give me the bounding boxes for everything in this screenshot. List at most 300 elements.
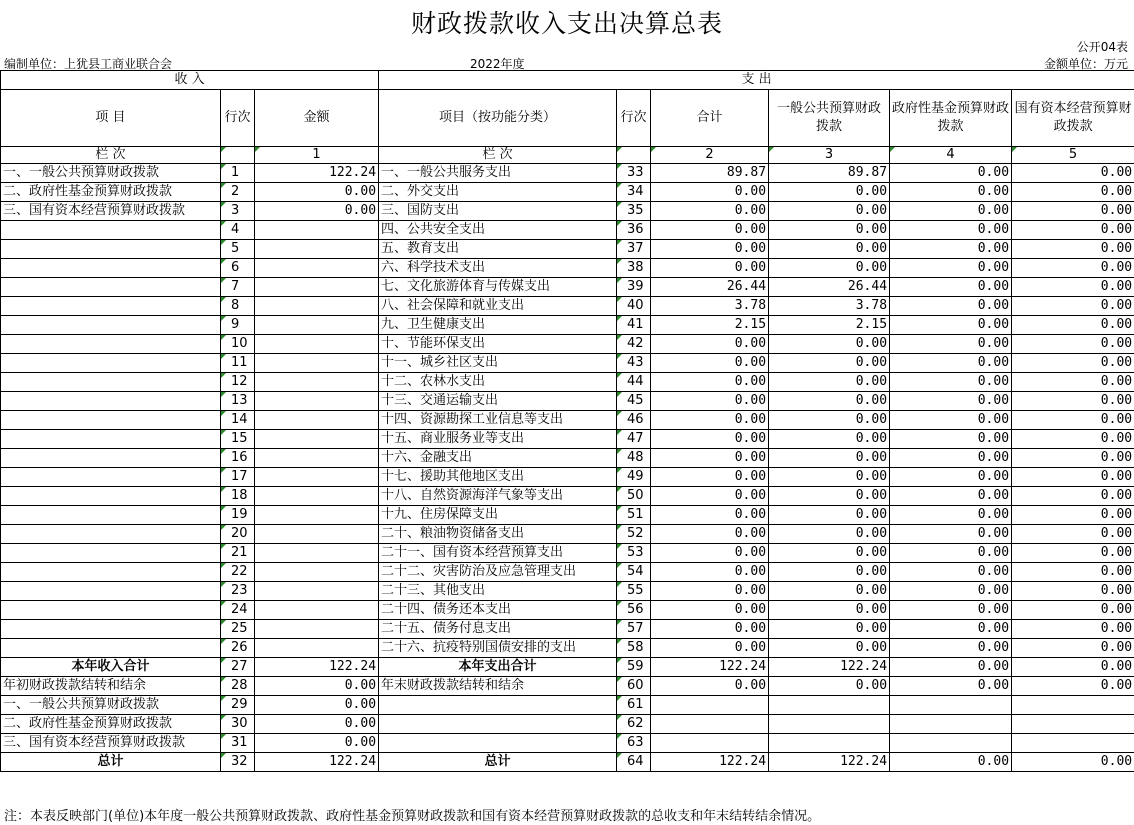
general-budget-cell: 0.00	[769, 259, 890, 278]
income-amount-cell: 0.00	[255, 715, 379, 734]
state-capital-cell: 0.00	[1012, 525, 1134, 544]
table-row	[1, 620, 1134, 639]
expense-item-cell: 十三、交通运输支出	[379, 392, 617, 411]
row-number-cell: 29	[221, 696, 255, 715]
table-row	[1, 297, 1134, 316]
general-budget-cell: 0.00	[769, 392, 890, 411]
state-capital-header: 国有资本经营预算财政拨款	[1012, 90, 1134, 147]
row-number-cell: 42	[617, 335, 651, 354]
total-amount-cell: 0.00	[651, 525, 769, 544]
summary-row	[1, 753, 1134, 772]
income-item-cell	[1, 392, 221, 411]
total-amount-cell: 0.00	[651, 392, 769, 411]
expense-item-cell: 十四、资源勘探工业信息等支出	[379, 411, 617, 430]
general-budget-cell: 26.44	[769, 278, 890, 297]
state-capital-cell	[1012, 715, 1134, 734]
report-title: 财政拨款收入支出决算总表	[410, 9, 723, 38]
row-number-cell: 20	[221, 525, 255, 544]
income-item-cell	[1, 544, 221, 563]
state-capital-cell: 0.00	[1012, 430, 1134, 449]
income-item-cell	[1, 240, 221, 259]
column-number: 1	[255, 147, 379, 164]
row-number-cell: 23	[221, 582, 255, 601]
row-number-cell: 9	[221, 316, 255, 335]
general-budget-header: 一般公共预算财政拨款	[769, 90, 890, 147]
state-capital-cell: 0.00	[1012, 392, 1134, 411]
gov-fund-cell: 0.00	[890, 658, 1012, 677]
total-amount-cell: 2.15	[651, 316, 769, 335]
total-amount-cell: 3.78	[651, 297, 769, 316]
income-amount-cell	[255, 392, 379, 411]
total-amount-cell: 0.00	[651, 677, 769, 696]
income-item-cell	[1, 563, 221, 582]
income-item-cell	[1, 411, 221, 430]
total-amount-cell	[651, 696, 769, 715]
gov-fund-cell: 0.00	[890, 563, 1012, 582]
gov-fund-cell: 0.00	[890, 335, 1012, 354]
gov-fund-cell: 0.00	[890, 601, 1012, 620]
general-budget-cell	[769, 696, 890, 715]
state-capital-cell: 0.00	[1012, 563, 1134, 582]
row-number-cell: 14	[221, 411, 255, 430]
income-item-cell: 二、政府性基金预算财政拨款	[1, 183, 221, 202]
gov-fund-cell: 0.00	[890, 278, 1012, 297]
gov-fund-cell: 0.00	[890, 411, 1012, 430]
total-header: 合计	[651, 90, 769, 147]
expense-item-cell	[379, 734, 617, 753]
column-number: 4	[890, 147, 1012, 164]
gov-fund-cell: 0.00	[890, 183, 1012, 202]
state-capital-cell: 0.00	[1012, 278, 1134, 297]
expense-item-cell: 十五、商业服务业等支出	[379, 430, 617, 449]
budget-table	[0, 70, 1134, 772]
table-row	[1, 601, 1134, 620]
state-capital-cell: 0.00	[1012, 506, 1134, 525]
expense-item-cell: 二十二、灾害防治及应急管理支出	[379, 563, 617, 582]
total-amount-cell: 122.24	[651, 658, 769, 677]
row-number-cell: 62	[617, 715, 651, 734]
row-number-cell: 44	[617, 373, 651, 392]
income-item-cell	[1, 639, 221, 658]
income-amount-cell	[255, 335, 379, 354]
income-amount-cell: 0.00	[255, 677, 379, 696]
state-capital-cell: 0.00	[1012, 202, 1134, 221]
total-amount-cell: 89.87	[651, 164, 769, 183]
gov-fund-cell: 0.00	[890, 468, 1012, 487]
general-budget-cell: 0.00	[769, 582, 890, 601]
expense-item-cell: 二十一、国有资本经营预算支出	[379, 544, 617, 563]
state-capital-cell: 0.00	[1012, 297, 1134, 316]
table-row	[1, 411, 1134, 430]
row-number-cell: 26	[221, 639, 255, 658]
table-row	[1, 316, 1134, 335]
income-item-cell	[1, 430, 221, 449]
gov-fund-header: 政府性基金预算财政拨款	[890, 90, 1012, 147]
general-budget-cell: 0.00	[769, 411, 890, 430]
expense-item-cell: 十二、农林水支出	[379, 373, 617, 392]
state-capital-cell: 0.00	[1012, 620, 1134, 639]
state-capital-cell: 0.00	[1012, 411, 1134, 430]
general-budget-cell	[769, 734, 890, 753]
gov-fund-cell: 0.00	[890, 753, 1012, 772]
income-amount-cell: 122.24	[255, 658, 379, 677]
row-number-cell: 3	[221, 202, 255, 221]
gov-fund-cell: 0.00	[890, 202, 1012, 221]
summary-row	[1, 734, 1134, 753]
general-budget-cell: 0.00	[769, 430, 890, 449]
row-number-cell: 30	[221, 715, 255, 734]
gov-fund-cell: 0.00	[890, 316, 1012, 335]
general-budget-cell: 89.87	[769, 164, 890, 183]
income-item-cell	[1, 278, 221, 297]
summary-row	[1, 715, 1134, 734]
gov-fund-cell: 0.00	[890, 164, 1012, 183]
gov-fund-cell: 0.00	[890, 297, 1012, 316]
gov-fund-cell: 0.00	[890, 544, 1012, 563]
total-amount-cell: 0.00	[651, 430, 769, 449]
income-item-cell	[1, 335, 221, 354]
column-number: 5	[1012, 147, 1134, 164]
row-number-cell: 49	[617, 468, 651, 487]
general-budget-cell: 0.00	[769, 601, 890, 620]
gov-fund-cell: 0.00	[890, 259, 1012, 278]
gov-fund-cell: 0.00	[890, 373, 1012, 392]
total-amount-cell	[651, 715, 769, 734]
gov-fund-cell: 0.00	[890, 449, 1012, 468]
income-item-cell	[1, 373, 221, 392]
income-item-cell	[1, 525, 221, 544]
row-number-cell: 32	[221, 753, 255, 772]
table-row	[1, 487, 1134, 506]
row-number-cell: 8	[221, 297, 255, 316]
income-item-cell: 总计	[1, 753, 221, 772]
income-item-cell	[1, 259, 221, 278]
expense-item-cell: 六、科学技术支出	[379, 259, 617, 278]
income-item-cell	[1, 221, 221, 240]
total-amount-cell: 0.00	[651, 582, 769, 601]
total-amount-cell: 0.00	[651, 354, 769, 373]
total-amount-cell: 0.00	[651, 468, 769, 487]
summary-row	[1, 696, 1134, 715]
row-number-cell: 7	[221, 278, 255, 297]
expense-item-cell: 十、节能环保支出	[379, 335, 617, 354]
state-capital-cell: 0.00	[1012, 677, 1134, 696]
row-number-cell: 37	[617, 240, 651, 259]
expense-item-cell: 二十、粮油物资储备支出	[379, 525, 617, 544]
income-amount-cell: 122.24	[255, 164, 379, 183]
total-amount-cell: 0.00	[651, 335, 769, 354]
row-number-cell: 13	[221, 392, 255, 411]
table-row	[1, 202, 1134, 221]
gov-fund-cell: 0.00	[890, 525, 1012, 544]
general-budget-cell: 0.00	[769, 221, 890, 240]
row-number-cell: 57	[617, 620, 651, 639]
row-number-cell: 50	[617, 487, 651, 506]
summary-row	[1, 658, 1134, 677]
income-header: 收 入	[1, 71, 379, 90]
income-amount-cell: 122.24	[255, 753, 379, 772]
table-row	[1, 582, 1134, 601]
expense-item-cell: 二十五、债务付息支出	[379, 620, 617, 639]
row-number-cell: 1	[221, 164, 255, 183]
income-amount-cell	[255, 525, 379, 544]
row-number-cell: 55	[617, 582, 651, 601]
income-amount-cell	[255, 639, 379, 658]
total-amount-cell: 0.00	[651, 373, 769, 392]
column-number	[617, 147, 651, 164]
gov-fund-cell: 0.00	[890, 506, 1012, 525]
row-number-cell: 33	[617, 164, 651, 183]
expense-item-cell: 十九、住房保障支出	[379, 506, 617, 525]
row-number-cell: 54	[617, 563, 651, 582]
row-number-cell: 6	[221, 259, 255, 278]
income-item-cell	[1, 354, 221, 373]
total-amount-cell: 0.00	[651, 259, 769, 278]
general-budget-cell: 0.00	[769, 639, 890, 658]
state-capital-cell: 0.00	[1012, 183, 1134, 202]
expense-item-cell: 七、文化旅游体育与传媒支出	[379, 278, 617, 297]
table-row	[1, 240, 1134, 259]
table-row	[1, 183, 1134, 202]
income-item-cell	[1, 601, 221, 620]
general-budget-cell: 0.00	[769, 468, 890, 487]
row-number-cell: 52	[617, 525, 651, 544]
table-row	[1, 544, 1134, 563]
income-amount-cell	[255, 468, 379, 487]
expense-item-cell: 三、国防支出	[379, 202, 617, 221]
state-capital-cell: 0.00	[1012, 753, 1134, 772]
income-amount-cell	[255, 506, 379, 525]
state-capital-cell: 0.00	[1012, 335, 1134, 354]
row-number-cell: 17	[221, 468, 255, 487]
income-amount-cell	[255, 620, 379, 639]
gov-fund-cell	[890, 696, 1012, 715]
gov-fund-cell	[890, 715, 1012, 734]
income-item-cell: 二、政府性基金预算财政拨款	[1, 715, 221, 734]
row-no-header: 行次	[617, 90, 651, 147]
general-budget-cell: 0.00	[769, 525, 890, 544]
total-amount-cell: 0.00	[651, 620, 769, 639]
row-number-cell: 31	[221, 734, 255, 753]
row-number-cell: 38	[617, 259, 651, 278]
general-budget-cell: 122.24	[769, 658, 890, 677]
expense-item-cell: 十七、援助其他地区支出	[379, 468, 617, 487]
income-amount-cell	[255, 259, 379, 278]
gov-fund-cell: 0.00	[890, 240, 1012, 259]
row-number-cell: 34	[617, 183, 651, 202]
row-number-cell: 4	[221, 221, 255, 240]
amount-header: 金额	[255, 90, 379, 147]
gov-fund-cell	[890, 734, 1012, 753]
reporting-unit: 编制单位：上犹县工商业联合会	[4, 57, 173, 71]
table-row	[1, 563, 1134, 582]
income-item-cell	[1, 487, 221, 506]
total-amount-cell: 122.24	[651, 753, 769, 772]
table-row	[1, 278, 1134, 297]
table-row	[1, 468, 1134, 487]
row-number-cell: 47	[617, 430, 651, 449]
table-row	[1, 221, 1134, 240]
column-number: 2	[651, 147, 769, 164]
table-row	[1, 392, 1134, 411]
gov-fund-cell: 0.00	[890, 677, 1012, 696]
state-capital-cell: 0.00	[1012, 544, 1134, 563]
table-row	[1, 259, 1134, 278]
income-amount-cell	[255, 221, 379, 240]
income-amount-cell	[255, 430, 379, 449]
state-capital-cell: 0.00	[1012, 639, 1134, 658]
general-budget-cell: 0.00	[769, 202, 890, 221]
total-amount-cell: 0.00	[651, 183, 769, 202]
income-item-cell	[1, 582, 221, 601]
general-budget-cell: 0.00	[769, 183, 890, 202]
total-amount-cell	[651, 734, 769, 753]
expense-item-cell: 一、一般公共服务支出	[379, 164, 617, 183]
row-number-cell: 21	[221, 544, 255, 563]
expense-item-cell: 二十三、其他支出	[379, 582, 617, 601]
general-budget-cell: 0.00	[769, 544, 890, 563]
row-number-cell: 40	[617, 297, 651, 316]
total-amount-cell: 0.00	[651, 240, 769, 259]
table-row	[1, 430, 1134, 449]
income-item-cell	[1, 506, 221, 525]
income-amount-cell: 0.00	[255, 696, 379, 715]
table-row	[1, 354, 1134, 373]
income-amount-cell	[255, 240, 379, 259]
income-amount-cell	[255, 601, 379, 620]
income-amount-cell	[255, 316, 379, 335]
table-code: 公开04表	[1076, 40, 1128, 54]
general-budget-cell: 3.78	[769, 297, 890, 316]
general-budget-cell: 0.00	[769, 563, 890, 582]
row-number-cell: 51	[617, 506, 651, 525]
row-no-header: 行次	[221, 90, 255, 147]
total-amount-cell: 0.00	[651, 202, 769, 221]
report-year: 2022年度	[470, 57, 525, 71]
table-row	[1, 373, 1134, 392]
table-row	[1, 525, 1134, 544]
row-number-cell: 64	[617, 753, 651, 772]
row-number-cell: 18	[221, 487, 255, 506]
row-number-cell: 22	[221, 563, 255, 582]
general-budget-cell: 0.00	[769, 240, 890, 259]
total-amount-cell: 0.00	[651, 563, 769, 582]
income-amount-cell	[255, 449, 379, 468]
row-number-cell: 19	[221, 506, 255, 525]
income-item-cell: 一、一般公共预算财政拨款	[1, 696, 221, 715]
state-capital-cell: 0.00	[1012, 658, 1134, 677]
expense-item-cell: 十一、城乡社区支出	[379, 354, 617, 373]
state-capital-cell	[1012, 696, 1134, 715]
row-number-cell: 56	[617, 601, 651, 620]
state-capital-cell: 0.00	[1012, 354, 1134, 373]
row-number-cell: 16	[221, 449, 255, 468]
income-item-cell	[1, 297, 221, 316]
income-amount-cell	[255, 297, 379, 316]
general-budget-cell: 122.24	[769, 753, 890, 772]
table-row	[1, 449, 1134, 468]
expense-item-cell: 五、教育支出	[379, 240, 617, 259]
row-number-cell: 61	[617, 696, 651, 715]
state-capital-cell: 0.00	[1012, 449, 1134, 468]
income-amount-cell	[255, 373, 379, 392]
row-number-cell: 63	[617, 734, 651, 753]
gov-fund-cell: 0.00	[890, 639, 1012, 658]
state-capital-cell: 0.00	[1012, 164, 1134, 183]
income-item-cell: 三、国有资本经营预算财政拨款	[1, 202, 221, 221]
gov-fund-cell: 0.00	[890, 582, 1012, 601]
income-item-cell	[1, 468, 221, 487]
column-label: 栏 次	[379, 147, 617, 164]
row-number-cell: 59	[617, 658, 651, 677]
summary-row	[1, 677, 1134, 696]
row-number-cell: 25	[221, 620, 255, 639]
general-budget-cell: 0.00	[769, 449, 890, 468]
table-row	[1, 335, 1134, 354]
row-number-cell: 39	[617, 278, 651, 297]
table-row	[1, 506, 1134, 525]
income-item-cell: 年初财政拨款结转和结余	[1, 677, 221, 696]
income-amount-cell	[255, 563, 379, 582]
expense-item-cell: 二十四、债务还本支出	[379, 601, 617, 620]
income-item-cell: 本年收入合计	[1, 658, 221, 677]
income-amount-cell	[255, 411, 379, 430]
total-amount-cell: 0.00	[651, 411, 769, 430]
expense-item-cell: 九、卫生健康支出	[379, 316, 617, 335]
state-capital-cell: 0.00	[1012, 601, 1134, 620]
total-amount-cell: 0.00	[651, 449, 769, 468]
row-number-cell: 48	[617, 449, 651, 468]
row-number-cell: 10	[221, 335, 255, 354]
total-amount-cell: 0.00	[651, 601, 769, 620]
income-item-cell: 一、一般公共预算财政拨款	[1, 164, 221, 183]
income-item-cell	[1, 316, 221, 335]
row-number-cell: 43	[617, 354, 651, 373]
gov-fund-cell: 0.00	[890, 430, 1012, 449]
row-number-cell: 45	[617, 392, 651, 411]
row-number-cell: 36	[617, 221, 651, 240]
table-row	[1, 639, 1134, 658]
row-number-cell: 53	[617, 544, 651, 563]
income-amount-cell	[255, 278, 379, 297]
row-number-cell: 15	[221, 430, 255, 449]
general-budget-cell: 2.15	[769, 316, 890, 335]
money-unit: 金额单位：万元	[1043, 57, 1128, 71]
row-number-cell: 46	[617, 411, 651, 430]
row-number-cell: 12	[221, 373, 255, 392]
item-header: 项 目	[1, 90, 221, 147]
general-budget-cell: 0.00	[769, 677, 890, 696]
general-budget-cell: 0.00	[769, 335, 890, 354]
state-capital-cell: 0.00	[1012, 487, 1134, 506]
expense-item-cell: 四、公共安全支出	[379, 221, 617, 240]
state-capital-cell: 0.00	[1012, 373, 1134, 392]
income-item-cell: 三、国有资本经营预算财政拨款	[1, 734, 221, 753]
total-amount-cell: 0.00	[651, 506, 769, 525]
expense-item-cell: 总计	[379, 753, 617, 772]
income-amount-cell: 0.00	[255, 202, 379, 221]
expense-item-cell: 本年支出合计	[379, 658, 617, 677]
income-amount-cell: 0.00	[255, 183, 379, 202]
general-budget-cell: 0.00	[769, 620, 890, 639]
total-amount-cell: 0.00	[651, 639, 769, 658]
expense-item-cell	[379, 715, 617, 734]
total-amount-cell: 0.00	[651, 544, 769, 563]
income-amount-cell: 0.00	[255, 734, 379, 753]
income-item-cell	[1, 449, 221, 468]
expense-header: 支 出	[379, 71, 1134, 90]
row-number-cell: 2	[221, 183, 255, 202]
